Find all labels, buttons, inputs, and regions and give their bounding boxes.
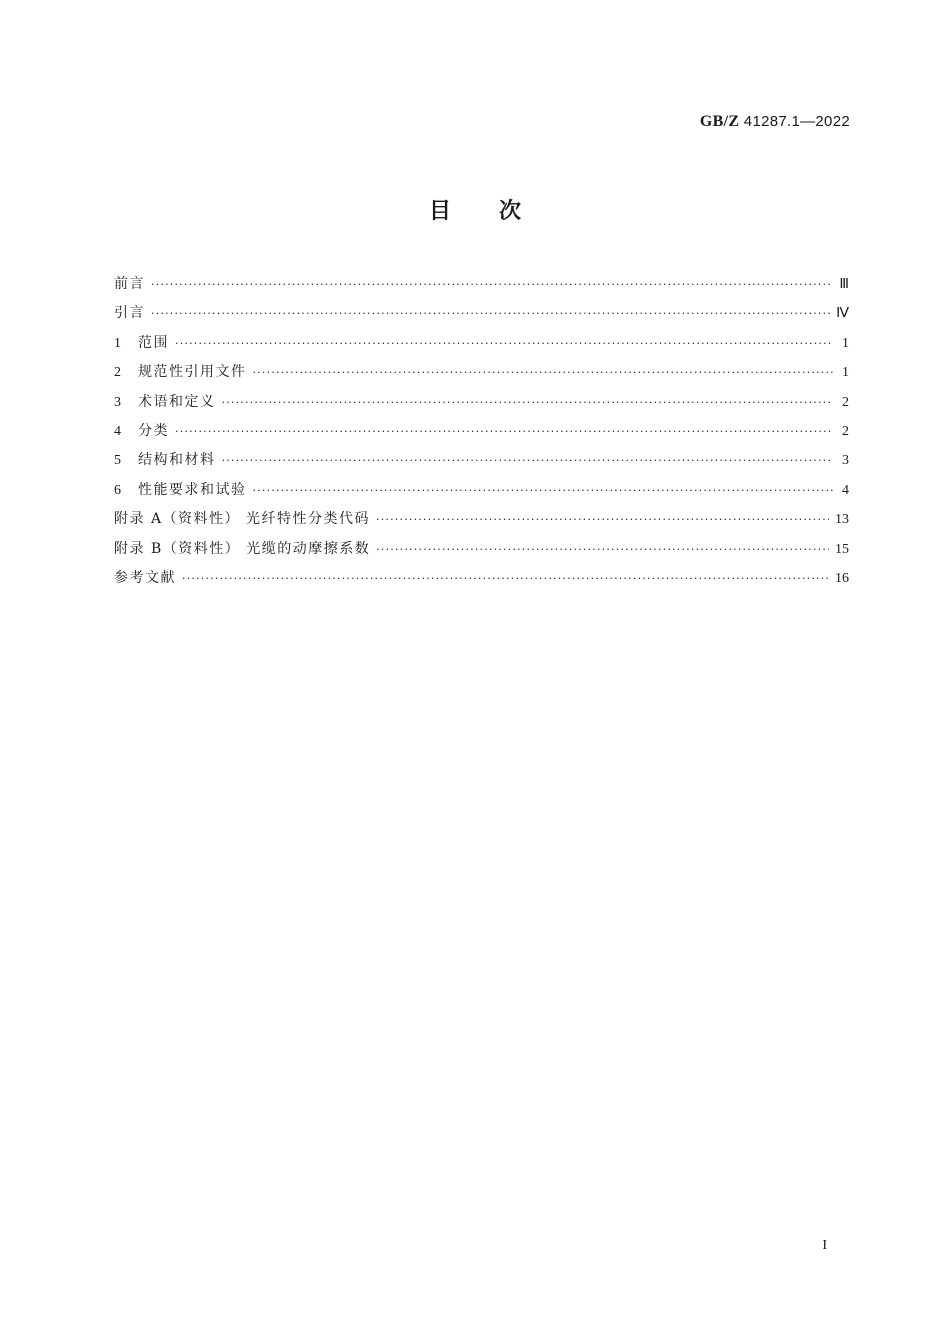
toc-entry-label: 术语和定义 (138, 393, 216, 410)
toc-entry-label: 范围 (138, 334, 169, 351)
toc-leader-dots (222, 446, 834, 475)
toc-leader-dots (175, 329, 833, 358)
toc-entry-page: 16 (835, 570, 849, 586)
toc-entry-page: Ⅳ (836, 306, 849, 322)
toc-entry-label: 附录 A（资料性） 光纤特性分类代码 (114, 511, 371, 528)
toc-entry-label: 分类 (138, 422, 169, 439)
toc-entry-page: Ⅲ (839, 277, 849, 292)
toc-title (0, 194, 950, 225)
toc-entry-number: 1 (114, 335, 121, 351)
document-code (700, 113, 850, 131)
toc-entry-label: 前言 (114, 276, 145, 292)
toc-leader-dots (151, 299, 830, 328)
toc-leader-dots (253, 476, 834, 505)
toc-entry-label: 参考文献 (114, 569, 176, 586)
toc-entry-page: 2 (842, 423, 849, 439)
toc-entry-page: 2 (842, 394, 849, 410)
toc-entry-number: 5 (114, 453, 121, 469)
toc-title-part1: 目 (428, 199, 451, 224)
toc-leader-dots (182, 564, 829, 593)
toc-leader-dots (222, 388, 834, 417)
toc-entry-label: 性能要求和试验 (138, 481, 247, 498)
standard-prefix: GB/Z (699, 113, 740, 130)
toc-entry-introduction[interactable] (114, 299, 849, 328)
page-number: I (822, 1238, 827, 1253)
toc-entry-1[interactable] (114, 329, 849, 358)
toc-entry-6[interactable] (114, 476, 849, 505)
toc-leader-dots (376, 505, 829, 534)
toc-entry-label: 引言 (114, 305, 145, 322)
toc-entry-page: 3 (842, 453, 849, 469)
toc-entry-3[interactable] (114, 388, 849, 417)
toc-entry-label: 附录 B（资料性） 光缆的动摩擦系数 (114, 540, 371, 557)
toc-entry-label: 结构和材料 (138, 452, 216, 469)
toc-leader-dots (376, 535, 829, 564)
toc-entry-page: 15 (835, 541, 849, 557)
toc-entry-preface[interactable] (114, 270, 849, 299)
toc-leader-dots (151, 270, 833, 299)
standard-number: 41287.1—2022 (743, 113, 850, 130)
toc-entry-label: 规范性引用文件 (138, 364, 247, 381)
toc-leader-dots (175, 417, 833, 446)
toc-entry-number: 6 (114, 482, 121, 498)
toc-entry-2[interactable] (114, 358, 849, 387)
toc-list (114, 270, 849, 593)
toc-entry-bibliography[interactable] (114, 564, 849, 593)
toc-entry-page: 1 (842, 365, 849, 381)
toc-entry-page: 13 (835, 512, 849, 528)
toc-entry-number: 3 (114, 394, 121, 410)
toc-entry-annex-a[interactable] (114, 505, 849, 534)
toc-entry-number: 2 (114, 365, 121, 381)
toc-leader-dots (253, 358, 834, 387)
toc-entry-number: 4 (114, 423, 121, 439)
toc-entry-page: 1 (842, 335, 849, 351)
toc-title-part2: 次 (499, 199, 522, 224)
toc-entry-4[interactable] (114, 417, 849, 446)
toc-entry-5[interactable] (114, 446, 849, 475)
toc-entry-annex-b[interactable] (114, 535, 849, 564)
toc-entry-page: 4 (842, 482, 849, 498)
